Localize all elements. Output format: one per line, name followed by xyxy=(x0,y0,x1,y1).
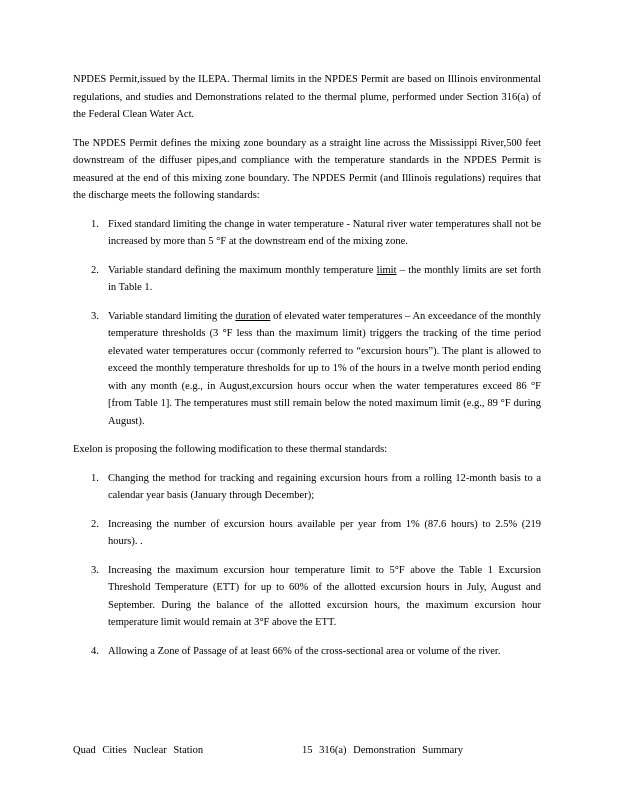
text-segment: – the monthly limits are set forth in Table 1. xyxy=(108,264,541,293)
list-item xyxy=(73,470,541,505)
modifications-list xyxy=(73,470,541,661)
list-number: 2. xyxy=(91,264,99,276)
list-number: 3. xyxy=(91,564,99,576)
paragraph-mixing-zone: The NPDES Permit defines the mixing zone boundary as a straight line across the Mississippi River,500 feet downstream of the diffuser pipes,and compliance with the temperature standards in the NPDES Permit is measured at the end of this mixing zone boundary. The NPDES Permit (and Illinois regulations) requires that the discharge meets the following standards: xyxy=(73,137,541,201)
list-item xyxy=(73,516,541,551)
text-segment: of elevated water temperatures – An exceedance of the monthly temperature thresholds (3 °F less than the maximum limit) triggers the tracking of the time period elevated water temperatures occur (commonly referred to “excursion hours”). The plant is allowed to exceed the monthly temperature thresholds for up to 1% of the hours in a twelve month period ending with any month (e.g., in August,excursion hours occur when the water temperatures exceed 86 °F [from Table 1]. The temperatures must still remain below the noted maximum limit (e.g., 89 °F during August). xyxy=(108,310,541,427)
list-text xyxy=(108,308,541,431)
list-text: Increasing the maximum excursion hour temperature limit to 5°F above the Table 1 Excursion Threshold Temperature (ETT) for up to 60% of the allotted excursion hours in July, August and September. During the balance of the allotted excursion hours, the maximum excursion hour temperature limit would remain at 3°F above the ETT. xyxy=(108,564,541,628)
page-footer xyxy=(73,742,543,760)
list-item xyxy=(73,562,541,632)
footer-station-name: Quad Cities Nuclear Station xyxy=(73,745,204,756)
list-item xyxy=(73,262,541,297)
text-segment: Variable standard limiting the xyxy=(108,310,236,322)
paragraph-exelon-proposal: Exelon is proposing the following modification to these thermal standards: xyxy=(73,444,388,455)
list-text xyxy=(108,262,541,297)
underlined-word: limit xyxy=(376,264,397,276)
list-text: Allowing a Zone of Passage of at least 66% of the cross-sectional area or volume of the river. xyxy=(108,645,501,657)
paragraph-npdes-permit: NPDES Permit,issued by the ILEPA. Thermal limits in the NPDES Permit are based on Illinois environmental regulations, and studies and Demonstrations related to the thermal plume, performed under Section 316(a) of the Federal Clean Water Act. xyxy=(73,74,541,120)
list-number: 3. xyxy=(91,310,99,322)
list-item xyxy=(73,216,541,251)
standards-list xyxy=(73,216,541,431)
list-text: Changing the method for tracking and regaining excursion hours from a rolling 12-month basis to a calendar year basis (January through December); xyxy=(108,472,541,501)
list-number: 2. xyxy=(91,518,99,530)
list-number: 1. xyxy=(91,472,99,484)
underlined-word: duration xyxy=(235,310,271,322)
list-number: 1. xyxy=(91,218,99,230)
document-body xyxy=(73,71,541,671)
list-text: Fixed standard limiting the change in water temperature - Natural river water temperatures shall not be increased by more than 5 °F at the downstream end of the mixing zone. xyxy=(108,218,541,247)
text-segment: Variable standard defining the maximum monthly temperature xyxy=(108,264,377,276)
list-item xyxy=(73,308,541,431)
list-item xyxy=(73,643,541,661)
list-number: 4. xyxy=(91,645,99,657)
list-text: Increasing the number of excursion hours available per year from 1% (87.6 hours) to 2.5% (219 hours). . xyxy=(108,518,541,547)
footer-page-title: 15 316(a) Demonstration Summary xyxy=(302,745,464,756)
